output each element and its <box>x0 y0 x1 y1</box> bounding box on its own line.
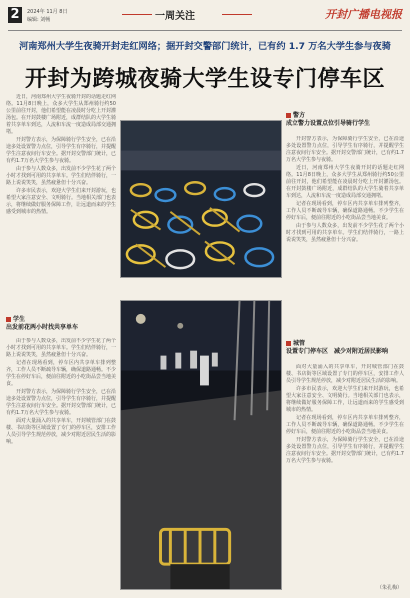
section-rule-left <box>122 14 152 15</box>
page-number: 2 <box>8 7 22 23</box>
subhead-marker <box>6 317 11 322</box>
paragraph: 开封警方表示，为保障骑行学生安全，已在沿途多处设置警力点位，引导学生有序骑行，并提醒学生注意夜间行车安全。据开封交警部门统计，已有约1.7万名大学生参与夜骑。 <box>6 137 116 164</box>
paragraph: 开封警方表示，为保障骑行学生安全，已在沿途多处设置警力点位，引导学生有序骑行，并提醒学生注意夜间行车安全。据开封交警部门统计，已有约1.7万名大学生参与夜骑。 <box>6 389 116 416</box>
paragraph: 许多市民表示，欢迎大学生们来开封游玩，也希望大家注意安全、文明骑行。当地相关部门也表示，将继续做好服务保障工作，让远道而来的学生感受到城市的热情。 <box>286 386 404 413</box>
article-text <box>286 364 404 465</box>
subhead-marker <box>286 341 291 346</box>
paragraph: 由于参与人数众多，出发前不少学生花了两个小时才找到可用的共享单车。学生们结伴骑行，一路上说说笑笑，虽然疲惫但十分兴奋。 <box>6 166 116 186</box>
paragraph: 由于参与人数众多，出发前不少学生花了两个小时才找到可用的共享单车。学生们结伴骑行，一路上说说笑笑，虽然疲惫但十分兴奋。 <box>6 338 116 358</box>
paragraph: 近日，河南郑州大学生夜骑开封的话题走红网络。11月8日晚上，众多大学生从郑州骑行约50公里前往开封，他们希望能在凌晨时分吃上开封灌汤包。在开封鼓楼广场附近，成群结队的大学生骑着共享单车到达，人流和车流一度造成局部交通拥堵。 <box>6 94 116 135</box>
editor-credit: 编辑: 刘畅 <box>27 17 51 23</box>
paragraph: 许多市民表示，欢迎大学生们来开封游玩，也希望大家注意安全、文明骑行。当地相关部门也表示，将继续做好服务保障工作，让远道而来的学生感受到城市的热情。 <box>6 188 116 215</box>
issue-date: 2024年 11月 8日 <box>27 9 68 15</box>
article-text <box>286 136 404 244</box>
night-riding-image <box>121 301 281 589</box>
paragraph: 面对大量涌入的共享单车，开封城管部门在鼓楼、书店街等区域设置了专门的停车区，安排工作人员引导学生规范停放，减少对附近居民生活的影响。 <box>6 418 116 445</box>
subhead-title: 出发前花两小时找共享单车 <box>6 324 79 331</box>
subhead-title: 设置专门停车区 减少对附近居民影响 <box>286 348 389 355</box>
byline: （朱孔梅） <box>376 585 402 591</box>
subhead-title: 成立警力设置点位引导骑行学生 <box>286 120 371 127</box>
newspaper-logo: 开封广播电视报 <box>325 8 402 21</box>
paragraph: 记者在现场看到，停车区内共享单车排列整齐，工作人员不断疏导车辆，确保道路通畅。不少学生在停好车后，便前往附近的小吃街品尝当地美食。 <box>286 415 404 435</box>
paragraph: 近日，河南郑州大学生夜骑开封的话题走红网络。11月8日晚上，众多大学生从郑州骑行约50公里前往开封，他们希望能在凌晨时分吃上开封灌汤包。在开封鼓楼广场附近，成群结队的大学生骑着共享单车到达，人流和车流一度造成局部交通拥堵。 <box>286 165 404 199</box>
paragraph: 记者在现场看到，停车区内共享单车排列整齐，工作人员不断疏导车辆，确保道路通畅。不少学生在停好车后，便前往附近的小吃街品尝当地美食。 <box>286 201 404 221</box>
bike-parking-image <box>121 121 281 277</box>
header-divider <box>8 30 402 31</box>
article-text <box>6 338 116 446</box>
paragraph: 面对大量涌入的共享单车，开封城管部门在鼓楼、书店街等区域设置了专门的停车区，安排工作人员引导学生规范停放，减少对附近居民生活的影响。 <box>286 364 404 384</box>
subhead-students <box>6 316 116 332</box>
section-title: 一周关注 <box>155 11 195 22</box>
right-column-top <box>286 136 404 336</box>
paragraph: 由于参与人数众多，出发前不少学生花了两个小时才找到可用的共享单车。学生们结伴骑行，一路上说说笑笑，虽然疲惫但十分兴奋。 <box>286 223 404 243</box>
paragraph: 记者在现场看到，停车区内共享单车排列整齐，工作人员不断疏导车辆，确保道路通畅。不少学生在停好车后，便前往附近的小吃街品尝当地美食。 <box>6 360 116 387</box>
photo-night-riding <box>120 300 282 590</box>
subhead-tag: 学生 <box>13 316 26 323</box>
headline: 开封为跨城夜骑大学生设专门停车区 <box>24 67 385 92</box>
subhead-tag: 警方 <box>293 112 306 119</box>
photo-bike-parking <box>120 120 282 278</box>
subhead-city-management <box>286 340 404 356</box>
right-column-bottom <box>286 364 404 582</box>
subhead-marker <box>286 113 291 118</box>
section-rule-right <box>222 14 252 15</box>
subhead-police <box>286 112 404 128</box>
paragraph: 开封警方表示，为保障骑行学生安全，已在沿途多处设置警力点位，引导学生有序骑行，并提醒学生注意夜间行车安全。据开封交警部门统计，已有约1.7万名大学生参与夜骑。 <box>286 437 404 464</box>
left-column-bottom <box>6 338 116 590</box>
article-text <box>6 94 116 216</box>
subhead-tag: 城管 <box>293 340 306 347</box>
left-column-top <box>6 94 116 314</box>
paragraph: 开封警方表示，为保障骑行学生安全，已在沿途多处设置警力点位，引导学生有序骑行，并提醒学生注意夜间行车安全。据开封交警部门统计，已有约1.7万名大学生参与夜骑。 <box>286 136 404 163</box>
kicker-line: 河南郑州大学生夜骑开封走红网络；据开封交警部门统计，已有约 1.7 万名大学生参与夜骑 <box>19 41 391 52</box>
page-header <box>0 0 410 38</box>
